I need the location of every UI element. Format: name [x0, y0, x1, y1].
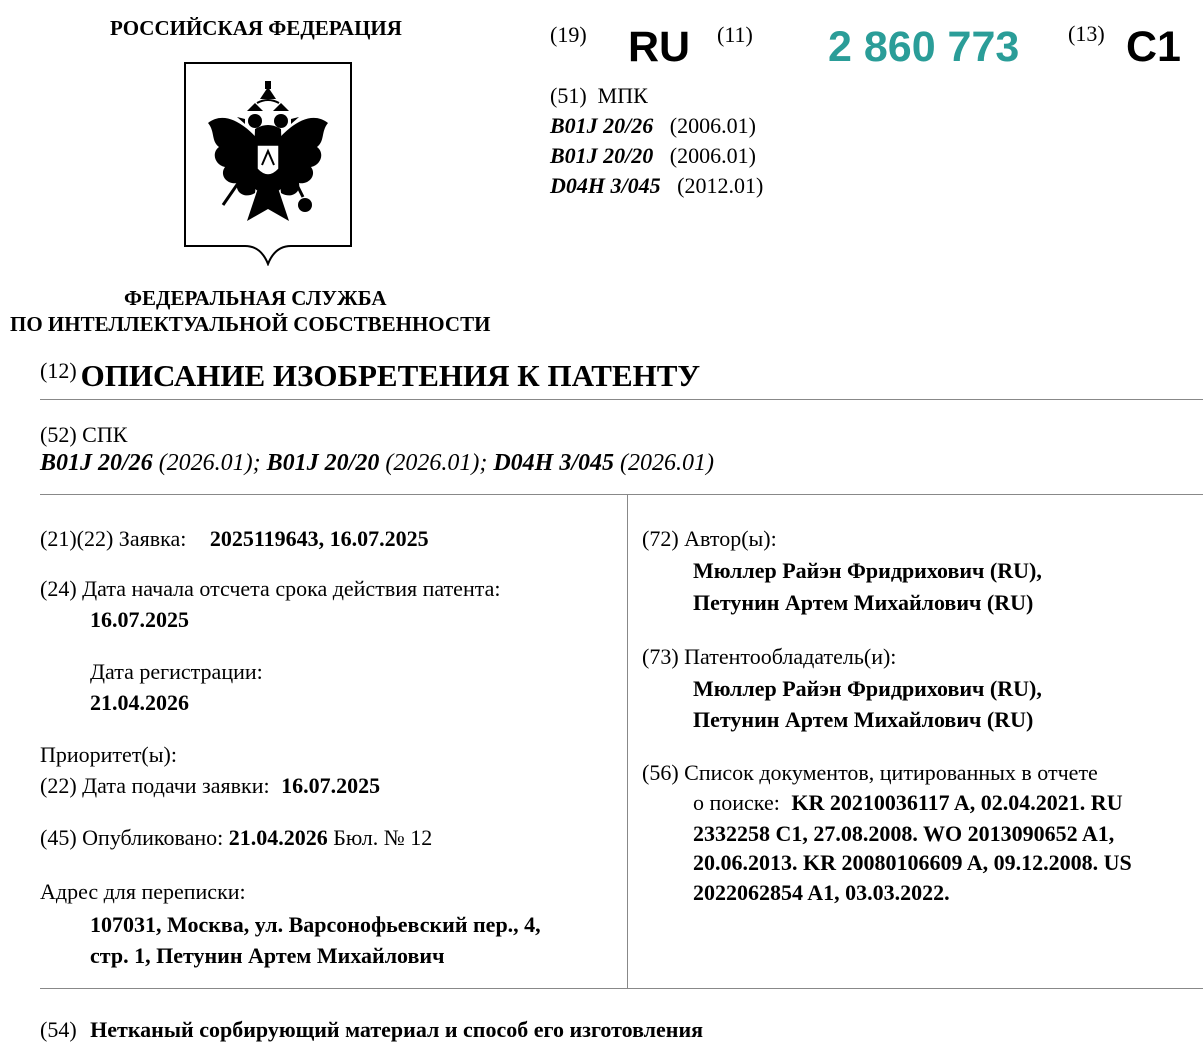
inid-54: (54)	[40, 1017, 77, 1042]
term-start-label: (24) Дата начала отсчета срока действия патента:	[40, 576, 501, 601]
country-heading: РОССИЙСКАЯ ФЕДЕРАЦИЯ	[110, 16, 402, 40]
owners-label: (73) Патентообладатель(и):	[642, 644, 897, 669]
cited-first-line	[693, 790, 1123, 816]
cpc-class: D04H 3/045	[493, 450, 615, 476]
term-start-value: 16.07.2025	[90, 607, 189, 632]
cpc-version: (2026.01)	[158, 450, 253, 476]
ipc-class: B01J 20/20	[550, 143, 654, 168]
cpc-class: B01J 20/26	[40, 450, 153, 476]
cpc-classes	[40, 450, 714, 477]
inid-51: (51)	[550, 83, 587, 108]
application-label: (21)(22) Заявка:	[40, 526, 187, 551]
address-label: Адрес для переписки:	[40, 879, 246, 904]
inid-19: (19)	[550, 22, 587, 47]
ipc-class: D04H 3/045	[550, 173, 661, 198]
author-name: Петунин Артем Михайлович (RU)	[693, 590, 1034, 615]
ipc-entry	[550, 143, 756, 169]
owner-name: Петунин Артем Михайлович (RU)	[693, 707, 1034, 732]
application-field	[40, 526, 429, 552]
ipc-heading	[550, 83, 648, 109]
invention-title	[40, 1017, 703, 1043]
divider	[40, 399, 1203, 400]
priority-label: Приоритет(ы):	[40, 742, 177, 767]
owner-name: Мюллер Райэн Фридрихович (RU),	[693, 676, 1042, 701]
publication-label: (45) Опубликовано:	[40, 825, 224, 850]
ipc-version: (2012.01)	[677, 173, 764, 198]
registration-label: Дата регистрации:	[90, 659, 263, 684]
address-line-1: 107031, Москва, ул. Варсонофьевский пер., 4,	[90, 912, 541, 937]
cited-docs: 20.06.2013. KR 20080106609 A, 09.12.2008. US	[693, 850, 1132, 875]
kind-code: C1	[1126, 23, 1181, 71]
author-name: Мюллер Райэн Фридрихович (RU),	[693, 558, 1042, 583]
cited-label-cont: о поиске:	[693, 790, 780, 815]
publication-field	[40, 825, 432, 851]
filing-date-value: 16.07.2025	[281, 773, 381, 798]
ipc-entry	[550, 173, 763, 199]
ipc-entry	[550, 113, 756, 139]
cited-label: (56) Список документов, цитированных в отчете	[642, 760, 1098, 785]
inid-11: (11)	[717, 22, 753, 47]
publication-date: 21.04.2026	[228, 825, 328, 850]
column-divider	[627, 494, 628, 988]
cpc-version: (2026.01)	[620, 450, 714, 476]
cpc-separator: ;	[252, 450, 261, 476]
filing-date-field	[40, 773, 380, 799]
inid-52: (52)	[40, 422, 77, 447]
ipc-version: (2006.01)	[669, 143, 756, 168]
ipc-version: (2006.01)	[669, 113, 756, 138]
coat-of-arms-icon	[183, 61, 353, 266]
cpc-heading	[40, 422, 127, 448]
document-title	[40, 358, 700, 394]
cpc-label: СПК	[82, 422, 128, 447]
ipc-class: B01J 20/26	[550, 113, 654, 138]
inid-12: (12)	[40, 358, 77, 383]
country-code: RU	[628, 23, 691, 71]
divider	[40, 494, 1203, 495]
cited-docs: KR 20210036117 A, 02.04.2021. RU	[791, 790, 1123, 815]
divider	[40, 988, 1203, 989]
invention-title-text: Нетканый сорбирующий материал и способ его изготовления	[90, 1017, 704, 1042]
registration-value: 21.04.2026	[90, 690, 189, 715]
ipc-label: МПК	[597, 83, 648, 108]
document-title-text: ОПИСАНИЕ ИЗОБРЕТЕНИЯ К ПАТЕНТУ	[80, 358, 701, 393]
cited-docs: 2022062854 A1, 03.03.2022.	[693, 880, 950, 905]
bulletin-number: Бюл. № 12	[333, 825, 433, 850]
patent-number: 2 860 773	[828, 23, 1020, 71]
cpc-class: B01J 20/20	[266, 450, 380, 476]
agency-line-1: ФЕДЕРАЛЬНАЯ СЛУЖБА	[124, 286, 387, 310]
cpc-separator: ;	[479, 450, 488, 476]
application-value: 2025119643, 16.07.2025	[209, 526, 429, 551]
inid-13: (13)	[1068, 21, 1105, 46]
address-line-2: стр. 1, Петунин Артем Михайлович	[90, 943, 445, 968]
authors-label: (72) Автор(ы):	[642, 526, 777, 551]
agency-line-2: ПО ИНТЕЛЛЕКТУАЛЬНОЙ СОБСТВЕННОСТИ	[10, 312, 491, 336]
cited-docs: 2332258 C1, 27.08.2008. WO 2013090652 A1,	[693, 821, 1115, 846]
filing-date-label: (22) Дата подачи заявки:	[40, 773, 270, 798]
cpc-version: (2026.01)	[385, 450, 480, 476]
